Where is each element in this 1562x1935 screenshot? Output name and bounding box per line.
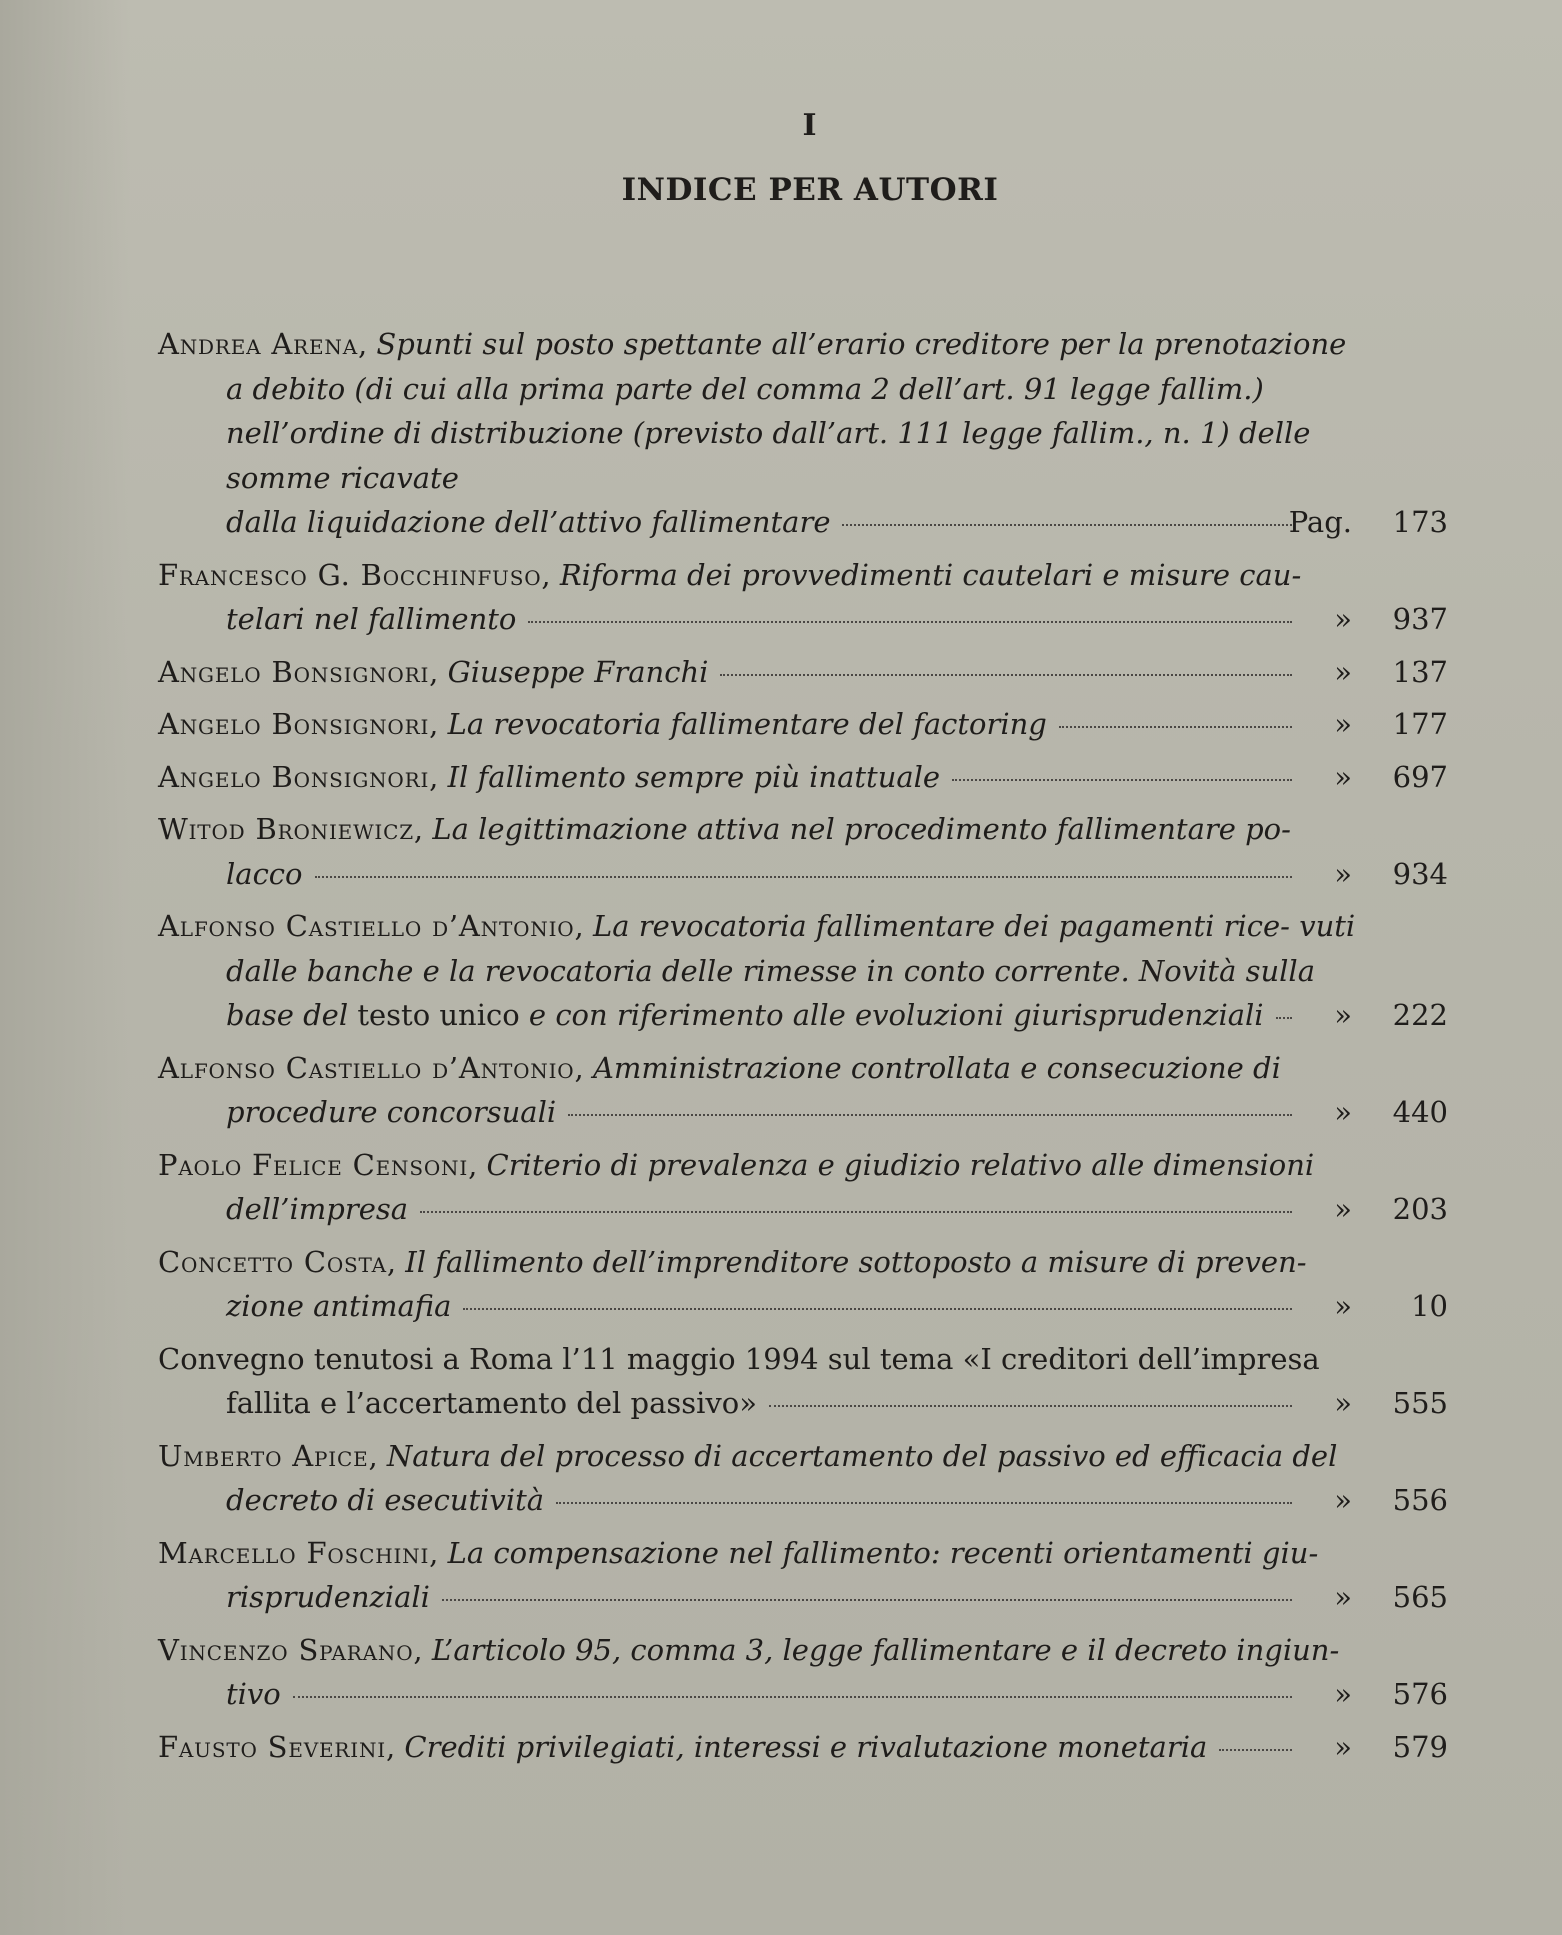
author-name: Andrea Arena <box>158 327 358 361</box>
index-entry <box>158 1143 1448 1232</box>
dot-leader <box>769 1404 1292 1407</box>
dot-leader <box>556 1501 1292 1504</box>
title-fragment: risprudenziali <box>226 1580 430 1614</box>
title-fragment: tivo <box>226 1677 281 1711</box>
title-last-line <box>226 597 516 642</box>
title-line: La legittimazione attiva nel procedimento fallimentare po- <box>432 812 1291 846</box>
title-line: L’articolo 95, comma 3, legge fallimentare e il decreto ingiun- <box>431 1632 1340 1667</box>
entry-body: Alfonso Castiello d’Antonio, La revocatoria fallimentare dei pagamenti rice- vuti dalle banche e la revocatoria delle rimesse in conto corrente. Novità sulla <box>158 909 1356 988</box>
dot-leader <box>293 1695 1292 1698</box>
index-entry <box>158 650 1448 695</box>
title-fragment: Giuseppe Franchi <box>447 654 709 689</box>
page-number: 203 <box>1392 1192 1448 1226</box>
author-index-list <box>158 322 1448 1777</box>
dot-leader <box>463 1307 1292 1310</box>
dot-leader <box>952 778 1292 781</box>
page-marker: » <box>1334 707 1352 741</box>
index-title: INDICE PER AUTORI <box>621 172 999 208</box>
entry-last-line <box>226 500 1298 545</box>
entry-last-line <box>226 1187 1298 1232</box>
title-last-line <box>448 702 1047 747</box>
entry-body: Alfonso Castiello d’Antonio, Amministrazione controllata e consecuzione di <box>158 1050 1281 1085</box>
page-number: 440 <box>1392 1095 1448 1129</box>
title-line: Natura del processo di accertamento del passivo ed efficacia del <box>386 1438 1338 1473</box>
dot-leader <box>1059 725 1292 728</box>
page-marker: » <box>1334 1729 1352 1764</box>
author-name: Francesco G. Bocchinfuso <box>158 557 542 592</box>
page-marker: » <box>1334 654 1352 689</box>
page-number: 222 <box>1392 998 1448 1032</box>
entry-last-line: Angelo Bonsignori , Giuseppe Franchi <box>158 650 1298 695</box>
title-last-line <box>226 500 830 545</box>
title-fragment: fallita e l’accertamento del passivo» <box>226 1386 757 1420</box>
title-fragment: testo unico <box>357 998 520 1032</box>
entry-last-line: Angelo Bonsignori , La revocatoria fallimentare del factoring <box>158 702 1298 747</box>
title-line: Riforma dei provvedimenti cautelari e misure cau- <box>559 557 1302 592</box>
author-name: Concetto Costa <box>158 1244 387 1279</box>
page-marker: » <box>1334 1483 1352 1517</box>
index-entry <box>158 1337 1448 1426</box>
author-name: Angelo Bonsignori <box>158 759 430 794</box>
page-number: 579 <box>1392 1729 1448 1764</box>
title-fragment: zione antimafia <box>226 1289 452 1323</box>
entry-last-line <box>226 1575 1298 1620</box>
title-fragment: decreto di esecutività <box>226 1483 545 1517</box>
page-number: 565 <box>1392 1580 1448 1614</box>
dot-leader <box>720 673 1292 676</box>
page-marker: » <box>1334 1095 1352 1129</box>
page-marker: » <box>1334 602 1352 636</box>
author-name: Alfonso Castiello d’Antonio <box>158 1050 575 1085</box>
index-entry <box>158 807 1448 896</box>
entry-last-line <box>226 597 1298 642</box>
page-marker: » <box>1334 1580 1352 1614</box>
author-name: Vincenzo Sparano <box>158 1632 414 1667</box>
author-name: Marcello Foschini <box>158 1535 430 1570</box>
entry-last-line: Fausto Severini , Crediti privilegiati, interessi e rivalutazione monetaria <box>158 1725 1298 1770</box>
entry-last-line: Angelo Bonsignori , Il fallimento sempre più inattuale <box>158 755 1298 800</box>
title-last-line <box>226 1090 556 1135</box>
author-name: Fausto Severini <box>158 1729 386 1764</box>
page-number: 555 <box>1392 1386 1448 1420</box>
index-entry <box>158 553 1448 642</box>
entry-body: Vincenzo Sparano, L’articolo 95, comma 3, legge fallimentare e il decreto ingiun- <box>158 1632 1340 1667</box>
index-entry <box>158 1046 1448 1135</box>
page-marker: Pag. <box>1288 505 1352 539</box>
title-fragment: La revocatoria fallimentare del factoring <box>447 707 1047 741</box>
entry-heading: Convegno tenutosi a Roma l’11 maggio 1994 sul tema «I creditori dell’impresa <box>158 1341 1320 1376</box>
index-entry <box>158 904 1448 1038</box>
title-last-line <box>404 1725 1207 1770</box>
dot-leader <box>442 1598 1292 1601</box>
page-marker: » <box>1334 1386 1352 1420</box>
title-last-line <box>448 650 709 695</box>
entry-body: Andrea Arena, Spunti sul posto spettante all’erario creditore per la prenotazione a debito (di cui alla prima parte del comma 2 dell’art. 91 legge fallim.) nell’ordine di distribuzione (previsto dall’art. 111 legge fallim., n. 1) delle somme ricavate <box>158 327 1347 495</box>
entry-body: Marcello Foschini, La compensazione nel fallimento: recenti orientamenti giu- <box>158 1535 1319 1570</box>
title-line: La revocatoria fallimentare dei pagamenti rice- <box>592 909 1290 943</box>
title-line: Criterio di prevalenza e giudizio relativo alle dimensioni <box>486 1147 1315 1182</box>
page-number: 173 <box>1392 505 1448 539</box>
dot-leader <box>420 1210 1292 1213</box>
page-number: 697 <box>1392 759 1448 794</box>
title-fragment: Crediti privilegiati, interessi e rivalutazione monetaria <box>404 1729 1208 1764</box>
author-name: Angelo Bonsignori <box>158 654 430 689</box>
page-marker: » <box>1334 1192 1352 1226</box>
entry-body: Witod Broniewicz, La legittimazione attiva nel procedimento fallimentare po- <box>158 812 1291 846</box>
title-last-line <box>226 1672 281 1717</box>
entry-last-line <box>226 1090 1298 1135</box>
page-marker: » <box>1334 759 1352 794</box>
index-entry <box>158 322 1448 545</box>
title-last-line <box>226 993 1264 1038</box>
title-last-line <box>226 1575 430 1620</box>
author-name: Alfonso Castiello d’Antonio <box>158 909 575 943</box>
author-name: Paolo Felice Censoni <box>158 1147 469 1182</box>
title-fragment: base del <box>226 998 358 1032</box>
title-fragment: telari nel fallimento <box>226 602 517 636</box>
page-number: 177 <box>1392 707 1448 741</box>
entry-last-line <box>226 1381 1298 1426</box>
author-name: Umberto Apice <box>158 1438 369 1473</box>
title-last-line <box>226 1284 451 1329</box>
entry-last-line <box>226 852 1298 897</box>
page-marker: » <box>1334 1677 1352 1711</box>
title-fragment: lacco <box>226 856 303 891</box>
entry-body: Umberto Apice, Natura del processo di accertamento del passivo ed efficacia del <box>158 1438 1338 1473</box>
page-marker: » <box>1334 998 1352 1032</box>
page-number: 10 <box>1411 1289 1448 1323</box>
page-number: 934 <box>1392 856 1448 891</box>
title-last-line <box>226 1381 757 1426</box>
page-number: 576 <box>1392 1677 1448 1711</box>
author-name: Angelo Bonsignori <box>158 707 430 741</box>
index-entry <box>158 1531 1448 1620</box>
dot-leader <box>315 875 1292 878</box>
dot-leader <box>528 620 1292 623</box>
entry-last-line <box>226 993 1298 1038</box>
page-number: 556 <box>1392 1483 1448 1517</box>
title-fragment: Il fallimento sempre più inattuale <box>447 759 941 794</box>
dot-leader <box>842 523 1292 526</box>
index-entry <box>158 755 1448 800</box>
dot-leader <box>568 1113 1292 1116</box>
title-last-line <box>226 1187 408 1232</box>
entry-last-line <box>226 1478 1298 1523</box>
title-fragment: e con riferimento alle evoluzioni giurisprudenziali <box>519 998 1264 1032</box>
title-line: Spunti sul posto spettante all’erario creditore per la prenotazione a <box>226 327 1347 406</box>
title-fragment: dell’impresa <box>226 1192 409 1226</box>
title-fragment: procedure concorsuali <box>226 1095 557 1129</box>
section-numeral: I <box>802 108 818 143</box>
page-number: 937 <box>1392 602 1448 636</box>
index-entry <box>158 1240 1448 1329</box>
title-line: di distribuzione (previsto dall’art. 111 legge fallim., n. 1) delle somme ricavate <box>226 416 1311 495</box>
title-line: debito (di cui alla prima parte del comma 2 dell’art. 91 legge fallim.) nell’ordine <box>226 371 1264 450</box>
title-line: La compensazione nel fallimento: recenti orientamenti giu- <box>447 1535 1319 1570</box>
page-number: 137 <box>1392 654 1448 689</box>
entry-body: Francesco G. Bocchinfuso, Riforma dei provvedimenti cautelari e misure cau- <box>158 557 1302 592</box>
entry-last-line <box>226 1672 1298 1717</box>
page-marker: » <box>1334 1289 1352 1323</box>
index-entry <box>158 1725 1448 1770</box>
title-line: Il fallimento dell’imprenditore sottoposto a misure di preven- <box>405 1244 1307 1279</box>
page-shadow <box>0 0 130 1935</box>
title-last-line <box>226 1478 544 1523</box>
page-marker: » <box>1334 856 1352 891</box>
title-last-line <box>448 755 941 800</box>
index-entry <box>158 702 1448 747</box>
entry-last-line <box>226 1284 1298 1329</box>
title-fragment: dalla liquidazione dell’attivo fallimentare <box>226 505 831 539</box>
title-line: Amministrazione controllata e consecuzione di <box>592 1050 1281 1085</box>
index-entry <box>158 1434 1448 1523</box>
title-line: vuti dalle banche e la revocatoria delle rimesse in conto corrente. Novità sulla <box>226 909 1356 988</box>
entry-body: Concetto Costa, Il fallimento dell’imprenditore sottoposto a misure di preven- <box>158 1244 1307 1279</box>
author-name: Witod Broniewicz <box>158 812 414 846</box>
entry-body: Paolo Felice Censoni, Criterio di prevalenza e giudizio relativo alle dimensioni <box>158 1147 1315 1182</box>
entry-body <box>158 1337 1366 1382</box>
title-last-line <box>226 852 303 897</box>
index-entry <box>158 1628 1448 1717</box>
